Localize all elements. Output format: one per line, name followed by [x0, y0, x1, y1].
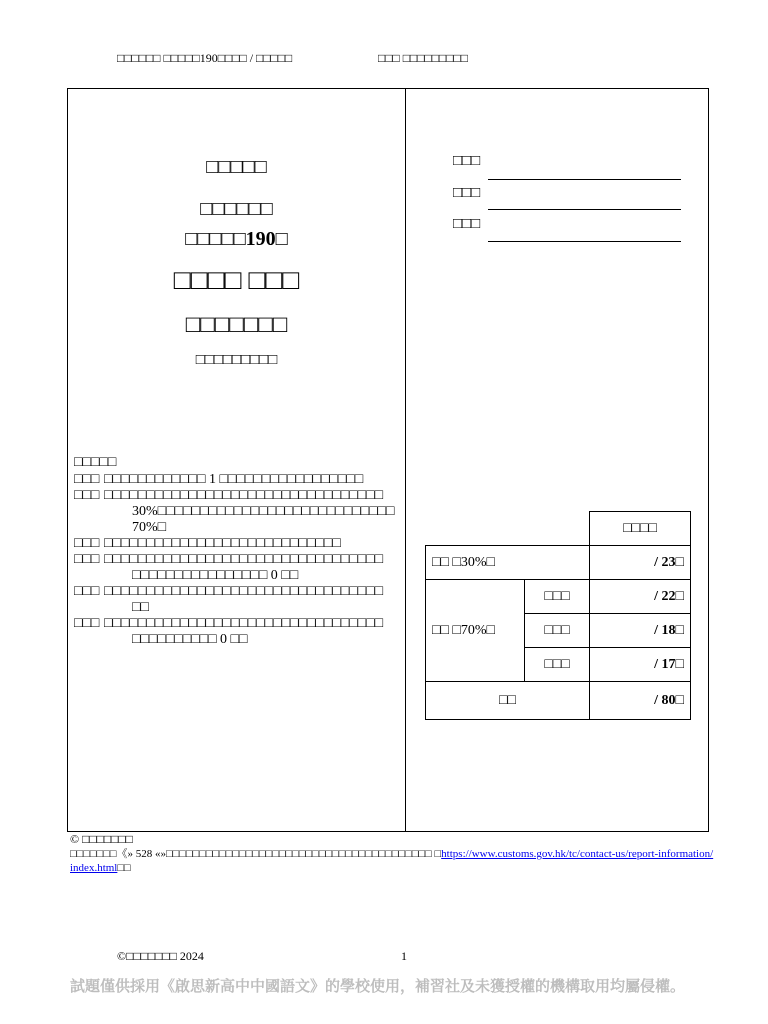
field-input-1[interactable] — [488, 179, 681, 180]
part2-row-score: / 18□ — [590, 614, 691, 648]
instruction-item — [74, 536, 402, 552]
instruction-item — [74, 472, 402, 488]
cover-subtitle: □□□□□□□ — [185, 312, 288, 338]
cover-line-2: □□□□□□ — [200, 198, 273, 220]
instruction-line: □□□□□□□□□□□□□□□□□□□□□□□□□□□□□□□□□ — [104, 552, 384, 567]
instruction-text — [104, 488, 394, 536]
instruction-text — [104, 616, 383, 648]
copyright-line: © □□□□□□□ — [70, 832, 133, 846]
cover-line-3: □□□□□190□ — [185, 228, 288, 250]
instruction-number: □□□ — [74, 472, 100, 487]
instruction-number: □□□ — [74, 536, 100, 551]
usage-watermark: 試題僅供採用《啟思新高中中國語文》的學校使用，補習社及未獲授權的機構取用均屬侵權。 — [70, 979, 686, 995]
instruction-text — [104, 552, 383, 584]
column-divider — [405, 88, 406, 832]
instruction-number: □□□ — [74, 552, 100, 567]
total-label: □□ — [426, 682, 590, 720]
instruction-text — [104, 584, 383, 616]
instruction-line: □□□□□□□□□□□□□□□□□□□□□□□□□□□□□□□□□ — [104, 488, 384, 503]
instruction-line: □□□□□□□□□□□□□□□□ 0 □□ — [132, 568, 299, 583]
copyright-notice — [70, 847, 740, 875]
part2-label: □□ □70%□ — [426, 580, 525, 682]
field-label-3: □□□ — [453, 216, 481, 232]
instruction-line: □□□□□□□□□□□□□□□□□□□□□□□□□□□□□□□□□ — [104, 584, 384, 599]
cover-line-1: □□□□□ — [206, 156, 267, 178]
instruction-line: 70%□ — [132, 520, 167, 535]
part2-row-label: □□□ — [525, 580, 590, 614]
instruction-text — [104, 536, 341, 552]
header-left-text: □□□□□□ □□□□□190□□□□ / □□□□□ — [117, 51, 293, 65]
part2-row-label: □□□ — [525, 614, 590, 648]
instruction-item — [74, 616, 402, 648]
copyright-notice-text: □□□□□□□《» 528 «»□□□□□□□□□□□□□□□□□□□□□□□□□□□□□□□□□□□□□□□□ □ — [70, 848, 442, 860]
cover-title: □□□□ □□□ — [173, 265, 300, 296]
instruction-text — [104, 472, 363, 488]
page-number: 1 — [401, 949, 407, 963]
part2-row-label: □□□ — [525, 648, 590, 682]
field-input-2[interactable] — [488, 209, 681, 210]
instruction-item — [74, 584, 402, 616]
report-link[interactable]: https://www.customs.gov.hk/tc/contact-us/report-information/ — [441, 848, 714, 860]
part1-label: □□ □30%□ — [426, 546, 590, 580]
instruction-line: □□□□□□□□□□□□□□□□□□□□□□□□□□□□□□□□□ — [104, 616, 384, 631]
part2-row-score: / 17□ — [590, 648, 691, 682]
instruction-line: □□ — [132, 600, 149, 615]
instructions-heading: □□□□□ — [74, 455, 117, 470]
footer-copyright: ©□□□□□□□ 2024 — [117, 949, 204, 963]
field-label-1: □□□ — [453, 153, 481, 169]
score-table — [425, 511, 691, 720]
copyright-notice-end: □□ — [117, 862, 131, 874]
field-input-3[interactable] — [488, 241, 681, 242]
header-right-text: □□□ □□□□□□□□□ — [378, 51, 468, 65]
report-link-continued[interactable]: index.html — [70, 862, 118, 874]
part1-score: / 23□ — [590, 546, 691, 580]
instructions-list — [74, 472, 402, 648]
instruction-number: □□□ — [74, 584, 100, 599]
instruction-item — [74, 488, 402, 536]
instruction-line: □□□□□□□□□□□□ 1 □□□□□□□□□□□□□□□□□ — [104, 472, 364, 487]
total-score: / 80□ — [590, 682, 691, 720]
instruction-item — [74, 552, 402, 584]
field-label-2: □□□ — [453, 185, 481, 201]
score-header: □□□□ — [590, 512, 691, 546]
instruction-line: □□□□□□□□□□ 0 □□ — [132, 632, 248, 647]
instruction-line: 30%□□□□□□□□□□□□□□□□□□□□□□□□□□□□ — [132, 504, 395, 519]
part2-row-score: / 22□ — [590, 580, 691, 614]
instruction-line: □□□□□□□□□□□□□□□□□□□□□□□□□□□□ — [104, 536, 341, 551]
instruction-number: □□□ — [74, 488, 100, 503]
instruction-number: □□□ — [74, 616, 100, 631]
cover-note: □□□□□□□□□ — [195, 352, 278, 368]
